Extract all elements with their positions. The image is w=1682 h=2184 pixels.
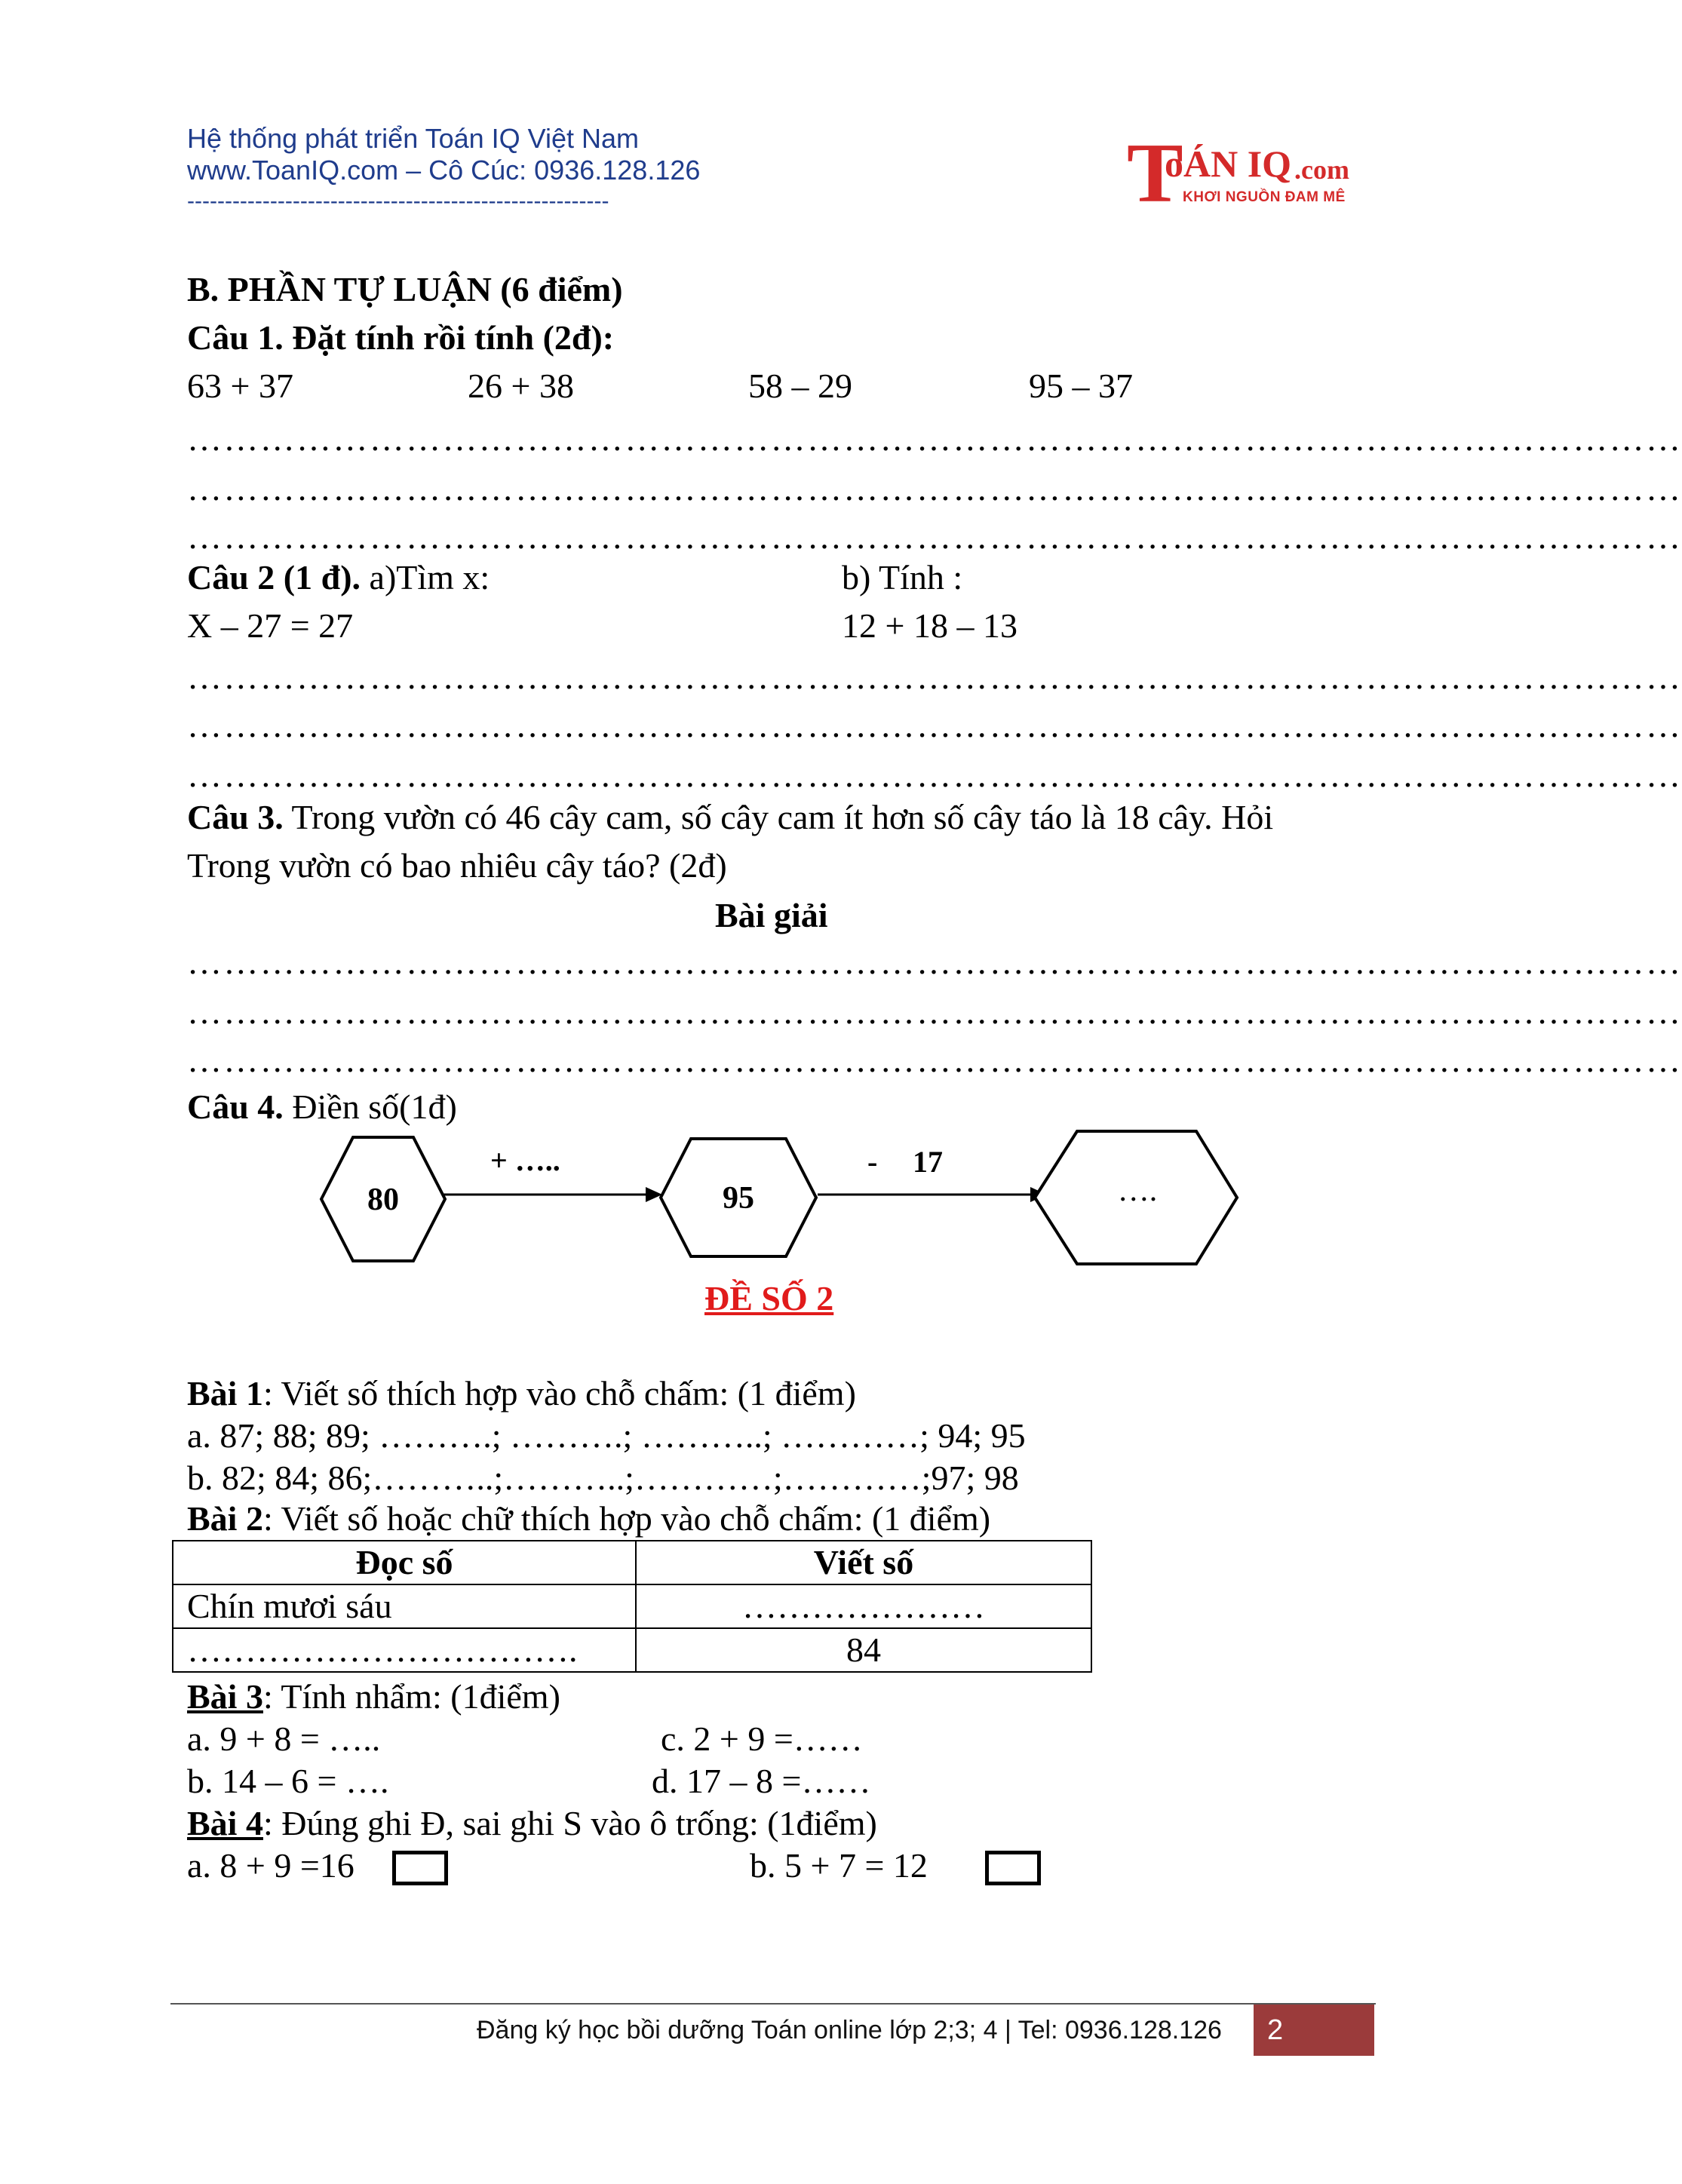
answer-line: …………………………………………………………………………………………………………… [187, 706, 1682, 744]
q4-diagram [309, 1128, 1245, 1271]
answer-box-a[interactable] [392, 1851, 448, 1885]
table-header-cell: Viết số [636, 1541, 1091, 1584]
operation-2-value: 17 [913, 1145, 943, 1179]
table-row [173, 1584, 1091, 1628]
exam-2-title: ĐỀ SỐ 2 [704, 1279, 834, 1317]
q4-line [187, 1086, 457, 1128]
bai1-text: : Viết số thích hợp vào chỗ chấm: (1 điểm) [262, 1374, 856, 1413]
bai4-text: : Đúng ghi Đ, sai ghi S vào ô trống: (1điểm) [262, 1804, 877, 1842]
bai1-a: a. 87; 88; 89; ……….; ……….; ………..; …………; 94; 95 [187, 1416, 1026, 1455]
q4-text: Điền số(1đ) [283, 1087, 457, 1126]
operation-2-sign: - [867, 1145, 878, 1179]
q2-label: Câu 2 (1 đ). [187, 558, 361, 597]
table-header-cell: Đọc số [173, 1541, 636, 1584]
q1-expr-1: 63 + 37 [187, 367, 293, 405]
bai4-b: b. 5 + 7 = 12 [750, 1846, 928, 1885]
answer-line: …………………………………………………………………………………………………………… [187, 1041, 1682, 1079]
q2-b-label: b) Tính : [842, 558, 963, 597]
answer-line: …………………………………………………………………………………………………………… [187, 517, 1682, 556]
answer-line: …………………………………………………………………………………………………………… [187, 943, 1682, 981]
q3-text-1: Trong vườn có 46 cây cam, số cây cam ít hơn số cây táo là 18 cây. Hỏi [283, 798, 1274, 836]
diagram-arrow-2 [818, 1187, 1047, 1202]
q2-a-expr: X – 27 = 27 [187, 606, 354, 645]
q1-expr-3: 58 – 29 [748, 367, 852, 405]
bai1-label: Bài 1 [187, 1374, 263, 1413]
table-header-row [173, 1541, 1091, 1584]
footer-text: Đăng ký học bồi dưỡng Toán online lớp 2;3; 4 | Tel: 0936.128.126 [477, 2016, 1222, 2044]
hexagon-start-value: 80 [367, 1182, 399, 1217]
q1-expr-2: 26 + 38 [468, 367, 574, 405]
bai3-a: a. 9 + 8 = ….. [187, 1719, 381, 1758]
header-divider: -------------------------------------------------------- [187, 189, 609, 213]
answer-line: …………………………………………………………………………………………………………… [187, 658, 1682, 696]
table-cell: Chín mươi sáu [173, 1584, 636, 1628]
logo-suffix: .com [1294, 155, 1349, 185]
diagram-arrow-1 [444, 1187, 662, 1202]
bai1-line [187, 1373, 856, 1415]
bai3-text: : Tính nhẩm: (1điểm) [262, 1677, 560, 1716]
logo-tagline: KHƠI NGUỒN ĐAM MÊ [1183, 189, 1346, 205]
footer-divider [170, 2003, 1376, 2005]
q2-a-label: a)Tìm x: [361, 558, 490, 597]
logo-word: oÁN IQ [1165, 143, 1292, 185]
operation-1: + ….. [490, 1143, 560, 1177]
q4-label: Câu 4. [187, 1087, 284, 1126]
bai1-b: b. 82; 84; 86;………..;………..;…………;…………;97; 98 [187, 1459, 1019, 1497]
bai3-line [187, 1676, 560, 1718]
table-cell: ……………………………. [173, 1628, 636, 1672]
q3-solution-title: Bài giải [715, 896, 828, 934]
bai2-label: Bài 2 [187, 1499, 263, 1538]
toaniq-logo [1127, 127, 1368, 220]
page-number: 2 [1254, 2005, 1374, 2056]
answer-line: …………………………………………………………………………………………………………… [187, 992, 1682, 1031]
q3-line-1 [187, 796, 1273, 839]
hexagon-end-value: …. [1117, 1173, 1158, 1208]
answer-box-b[interactable] [985, 1851, 1041, 1885]
bai3-d: d. 17 – 8 =…… [652, 1762, 871, 1800]
answer-line: …………………………………………………………………………………………………………… [187, 419, 1682, 458]
logo-big-letter: T [1127, 127, 1183, 220]
header-org-name: Hệ thống phát triển Toán IQ Việt Nam [187, 123, 640, 154]
header-contact: www.ToanIQ.com – Cô Cúc: 0936.128.126 [187, 155, 701, 186]
q3-label: Câu 3. [187, 798, 284, 836]
bai4-line [187, 1802, 877, 1845]
bai2-table [172, 1540, 1092, 1673]
bai3-b: b. 14 – 6 = …. [187, 1762, 389, 1800]
q1-expr-4: 95 – 37 [1029, 367, 1133, 405]
answer-line: …………………………………………………………………………………………………………… [187, 756, 1682, 794]
table-cell: 84 [636, 1628, 1091, 1672]
bai2-line [187, 1498, 990, 1540]
table-cell: ………………… [636, 1584, 1091, 1628]
bai3-label: Bài 3 [187, 1677, 263, 1716]
bai3-c: c. 2 + 9 =…… [661, 1719, 863, 1758]
q1-label: Câu 1. Đặt tính rồi tính (2đ): [187, 318, 615, 357]
q2-line [187, 557, 490, 599]
bai4-label: Bài 4 [187, 1804, 263, 1842]
q3-text-2: Trong vườn có bao nhiêu cây táo? (2đ) [187, 846, 727, 885]
bai4-a: a. 8 + 9 =16 [187, 1846, 355, 1885]
hexagon-middle-value: 95 [723, 1181, 754, 1216]
table-row [173, 1628, 1091, 1672]
bai2-text: : Viết số hoặc chữ thích hợp vào chỗ chấm: (1 điểm) [262, 1499, 991, 1538]
part-b-title: B. PHẦN TỰ LUẬN (6 điểm) [187, 270, 623, 308]
q2-b-expr: 12 + 18 – 13 [842, 606, 1017, 645]
answer-line: …………………………………………………………………………………………………………… [187, 469, 1682, 508]
